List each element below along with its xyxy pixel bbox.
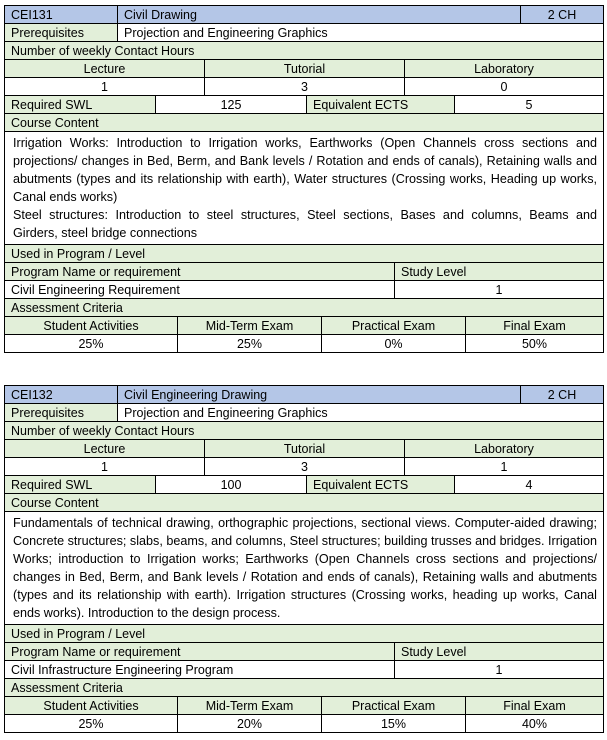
program-section [4, 245, 604, 263]
swl-value: 125 [156, 96, 307, 113]
prerequisites-row [4, 404, 604, 422]
contact-hours-label: Number of weekly Contact Hours [11, 43, 195, 58]
assessment-header-row [4, 317, 604, 335]
assessment-value-row [4, 715, 604, 733]
final-exam-value: 50% [521, 336, 548, 351]
program-header-row [4, 643, 604, 661]
prerequisites-label: Prerequisites [5, 404, 118, 421]
assessment-header-row [4, 697, 604, 715]
course-content-paragraph: Irrigation Works: Introduction to Irrigation works, Earthworks (Open Channels cross sections and projections/ changes in Bed, Berm, and Bank levels / Rotation and ends of canals), Retaining walls and abutments (types and its relationship with earth), Water structures (Crossing works, Heading up works, Canal ends works) [13, 136, 597, 204]
program-name: Civil Infrastructure Engineering Program [5, 661, 395, 678]
lecture-hours: 1 [5, 78, 205, 95]
swl-value: 100 [156, 476, 307, 493]
contact-hours-section [4, 422, 604, 440]
final-exam-header: Final Exam [503, 698, 566, 713]
midterm-exam-value: 20% [178, 715, 322, 732]
program-name-header: Program Name or requirement [5, 263, 395, 280]
program-name: Civil Engineering Requirement [5, 281, 395, 298]
final-exam-header: Final Exam [503, 318, 566, 333]
ects-label: Equivalent ECTS [307, 96, 455, 113]
contact-hours-header-row [4, 60, 604, 78]
study-level-header: Study Level [401, 644, 467, 659]
laboratory-header: Laboratory [474, 441, 534, 456]
program-section [4, 625, 604, 643]
laboratory-hours: 1 [500, 459, 508, 474]
prerequisites-label: Prerequisites [5, 24, 118, 41]
ects-value: 5 [455, 96, 603, 113]
tutorial-hours: 3 [205, 458, 405, 475]
lecture-hours: 1 [5, 458, 205, 475]
contact-hours-header-row [4, 440, 604, 458]
swl-label: Required SWL [5, 96, 156, 113]
assessment-section [4, 679, 604, 697]
practical-exam-header: Practical Exam [322, 697, 466, 714]
contact-hours-section [4, 42, 604, 60]
assessment-section [4, 299, 604, 317]
program-section-label: Used in Program / Level [11, 246, 146, 261]
final-exam-value: 40% [521, 716, 548, 731]
practical-exam-value: 0% [322, 335, 466, 352]
course-header-row [4, 385, 604, 404]
swl-label: Required SWL [5, 476, 156, 493]
course-content-paragraph: Fundamentals of technical drawing, orthographic projections, sectional views. Computer-aided drawing; Concrete structures; slabs, beams, and columns, Steel structures; building trusses and bridges. Irrigation Works; introduction to Irrigation works; Earthworks (Open Channels cross sections and projections/ changes in Bed, Berm, and Bank levels / Rotation and ends of canals), Retaining walls and abutments (types and its relationship with earth). Irrigation structures (Crossing works, heading up works, Canal ends works). Introduction to the design process. [13, 516, 597, 620]
course-content-section [4, 114, 604, 132]
tutorial-header: Tutorial [205, 60, 405, 77]
laboratory-header: Laboratory [474, 61, 534, 76]
student-activities-value: 25% [5, 335, 178, 352]
lecture-header: Lecture [5, 60, 205, 77]
program-value-row [4, 281, 604, 299]
lecture-header: Lecture [5, 440, 205, 457]
program-name-header: Program Name or requirement [5, 643, 395, 660]
course-credits: 2 CH [547, 7, 577, 22]
assessment-value-row [4, 335, 604, 353]
course-title: Civil Drawing [118, 6, 521, 23]
assessment-label: Assessment Criteria [11, 680, 123, 695]
course-header-row [4, 5, 604, 24]
program-section-label: Used in Program / Level [11, 626, 146, 641]
course-content-paragraph: Steel structures: Introduction to steel structures, Steel sections, Bases and columns, Beams and Girders, steel bridge connections [13, 208, 597, 240]
tutorial-header: Tutorial [205, 440, 405, 457]
course-content-body [4, 512, 604, 625]
laboratory-hours: 0 [500, 79, 508, 94]
midterm-exam-header: Mid-Term Exam [178, 697, 322, 714]
midterm-exam-value: 25% [178, 335, 322, 352]
course-credits: 2 CH [547, 387, 577, 402]
course-table-cei132 [4, 385, 604, 733]
student-activities-header: Student Activities [5, 317, 178, 334]
prerequisites-row [4, 24, 604, 42]
swl-row [4, 476, 604, 494]
prerequisites-value: Projection and Engineering Graphics [118, 24, 603, 41]
contact-hours-value-row [4, 458, 604, 476]
student-activities-value: 25% [5, 715, 178, 732]
practical-exam-value: 15% [322, 715, 466, 732]
course-table-cei131 [4, 5, 604, 353]
course-content-body [4, 132, 604, 245]
study-level: 1 [495, 282, 503, 297]
study-level: 1 [495, 662, 503, 677]
tutorial-hours: 3 [205, 78, 405, 95]
study-level-header: Study Level [401, 264, 467, 279]
program-header-row [4, 263, 604, 281]
assessment-label: Assessment Criteria [11, 300, 123, 315]
course-title: Civil Engineering Drawing [118, 386, 521, 403]
course-content-section [4, 494, 604, 512]
course-code: CEI131 [5, 6, 118, 23]
ects-label: Equivalent ECTS [307, 476, 455, 493]
practical-exam-header: Practical Exam [322, 317, 466, 334]
contact-hours-value-row [4, 78, 604, 96]
program-value-row [4, 661, 604, 679]
course-code: CEI132 [5, 386, 118, 403]
course-content-label: Course Content [11, 495, 99, 510]
student-activities-header: Student Activities [5, 697, 178, 714]
course-content-label: Course Content [11, 115, 99, 130]
prerequisites-value: Projection and Engineering Graphics [118, 404, 603, 421]
contact-hours-label: Number of weekly Contact Hours [11, 423, 195, 438]
swl-row [4, 96, 604, 114]
midterm-exam-header: Mid-Term Exam [178, 317, 322, 334]
ects-value: 4 [455, 476, 603, 493]
